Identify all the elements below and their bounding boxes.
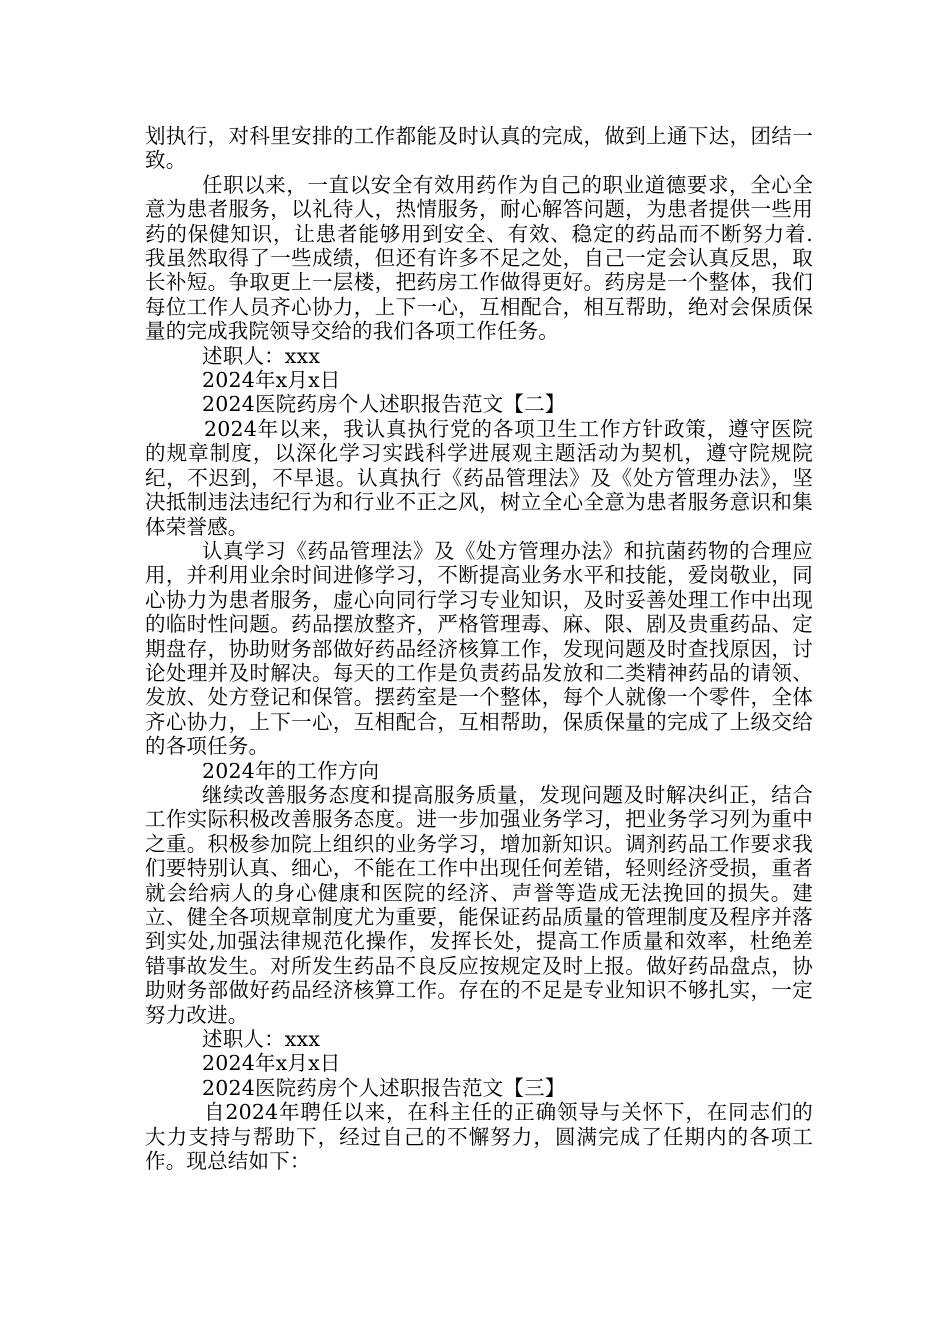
signature-line: 述职人：xxx (202, 343, 321, 368)
signature-line: 述职人：xxx (202, 1027, 321, 1052)
paragraph-continuation: 划执行，对科里安排的工作都能及时认真的完成，做到上通下达，团结一致。 (145, 124, 813, 173)
date-line: 2024年x月x日 (202, 368, 341, 393)
paragraph-study: 认真学习《药品管理法》及《处方管理办法》和抗菌药物的合理应用，并利用业余时间进修学习，不断提高业务水平和技能，爱岗敬业，同心协力为患者服务，虚心向同行学习专业知识，及时妥善处理工作中出现的临时性问题。药品摆放整齐，严格管理毒、麻、限、剧及贵重药品、定期盘存，协助财务部做好药品经济核算工作，发现问题及时查找原因，讨论处理并及时解决。每天的工作是负责药品发放和二类精神药品的请领、发放、处方登记和保管。摆药室是一个整体，每个人就像一个零件，全体齐心协力，上下一心，互相配合，互相帮助，保质保量的完成了上级交给的各项任务。 (145, 538, 813, 759)
section-subheading-direction: 2024年的工作方向 (202, 758, 380, 783)
date-line: 2024年x月x日 (202, 1051, 341, 1076)
section-heading-two: 2024医院药房个人述职报告范文【二】 (202, 392, 566, 417)
paragraph-duty-statement: 任职以来，一直以安全有效用药作为自己的职业道德要求，全心全意为患者服务，以礼待人，热情服务，耐心解答问题，为患者提供一些用药的保健知识，让患者能够用到安全、有效、稳定的药品而不断努力着.我虽然取得了一些成绩，但还有许多不足之处，自己一定会认真反思，取长补短。争取更上一层楼，把药房工作做得更好。药房是一个整体，我们每位工作人员齐心协力，上下一心，互相配合，相互帮助，绝对会保质保量的完成我院领导交给的我们各项工作任务。 (145, 172, 813, 344)
paragraph-policy: 2024年以来，我认真执行党的各项卫生工作方针政策，遵守医院的规章制度，以深化学习实践科学进展观主题活动为契机，遵守院规院纪，不迟到，不早退。认真执行《药品管理法》及《处方管理办法》，坚决抵制违法违纪行为和行业不正之风，树立全心全意为患者服务意识和集体荣誉感。 (145, 416, 813, 539)
document-page (145, 124, 813, 1173)
paragraph-summary-intro: 自2024年聘任以来，在科主任的正确领导与关怀下，在同志们的大力支持与帮助下，经过自己的不懈努力，圆满完成了任期内的各项工作。现总结如下： (145, 1100, 813, 1174)
section-heading-three: 2024医院药房个人述职报告范文【三】 (202, 1075, 566, 1100)
paragraph-improvement: 继续改善服务态度和提高服务质量，发现问题及时解决纠正，结合工作实际积极改善服务态度。进一步加强业务学习，把业务学习列为重中之重。积极参加院上组织的业务学习，增加新知识。调剂药品工作要求我们要特别认真、细心，不能在工作中出现任何差错，轻则经济受损，重者就会给病人的身心健康和医院的经济、声誉等造成无法挽回的损失。建立、健全各项规章制度尤为重要，能保证药品质量的管理制度及程序并落到实处,加强法律规范化操作，发挥长处，提高工作质量和效率，杜绝差错事故发生。对所发生药品不良反应按规定及时上报。做好药品盘点，协助财务部做好药品经济核算工作。存在的不足是专业知识不够扎实，一定努力改进。 (145, 782, 813, 1027)
